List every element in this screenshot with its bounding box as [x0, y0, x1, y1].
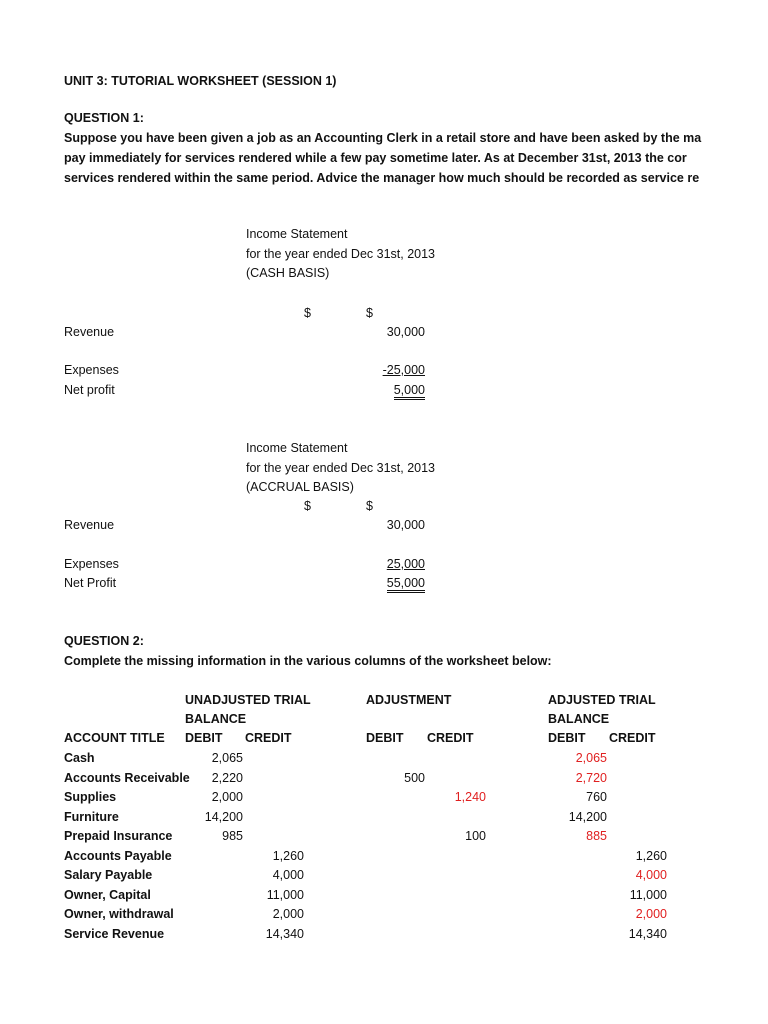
- account-title-cell: Cash: [64, 751, 95, 765]
- unadjusted-trial-balance-header: BALANCE: [185, 712, 247, 726]
- adjusted-debit-cell: 885: [586, 829, 607, 843]
- cash-currency-symbol: $: [304, 306, 311, 320]
- adjustment-credit-cell: 1,240: [454, 790, 486, 804]
- account-title-cell: Owner, withdrawal: [64, 907, 174, 921]
- adjustment-debit-header: DEBIT: [366, 731, 404, 745]
- adjusted-credit-cell: 1,260: [635, 849, 667, 863]
- question-2-instruction: Complete the missing information in the various columns of the worksheet below:: [64, 654, 552, 668]
- unadjusted-debit-cell: 14,200: [204, 810, 243, 824]
- unadjusted-credit-cell: 11,000: [266, 888, 304, 902]
- accrual-net-profit-label: Net Profit: [64, 576, 117, 590]
- cash-expenses-label: Expenses: [64, 363, 119, 377]
- adjusted-credit-cell: 11,000: [629, 888, 667, 902]
- accrual-expenses-value: 25,000: [386, 557, 425, 571]
- cash-statement-period: for the year ended Dec 31st, 2013: [246, 247, 436, 261]
- question-1-text-line: pay immediately for services rendered while a few pay sometime later. As at December 31st, 2013 the cor: [64, 151, 687, 165]
- unadjusted-debit-cell: 985: [222, 829, 243, 843]
- accrual-statement-basis: (ACCRUAL BASIS): [246, 480, 354, 494]
- cash-statement-title: Income Statement: [246, 227, 348, 241]
- adjusted-credit-header: CREDIT: [609, 731, 656, 745]
- cash-net-profit-label: Net profit: [64, 383, 115, 397]
- adjusted-debit-cell: 2,065: [575, 751, 607, 765]
- question-1-text-line: Suppose you have been given a job as an Accounting Clerk in a retail store and have been asked by the ma: [64, 131, 702, 145]
- account-title-cell: Supplies: [64, 790, 117, 804]
- adjustment-debit-cell: 500: [404, 771, 425, 785]
- adjusted-credit-cell: 2,000: [635, 907, 667, 921]
- account-title-cell: Owner, Capital: [64, 888, 151, 902]
- question-1-text-line: services rendered within the same period. Advice the manager how much should be recorded as service re: [64, 171, 700, 185]
- adjustment-credit-cell: 100: [465, 829, 486, 843]
- account-title-cell: Accounts Receivable: [64, 771, 190, 785]
- adjusted-debit-cell: 760: [586, 790, 607, 804]
- adjustment-header: ADJUSTMENT: [366, 693, 452, 707]
- unadjusted-credit-cell: 14,340: [265, 927, 304, 941]
- adjusted-credit-cell: 4,000: [635, 868, 667, 882]
- adjusted-credit-cell: 14,340: [628, 927, 667, 941]
- unadjusted-trial-balance-header: UNADJUSTED TRIAL: [185, 693, 311, 707]
- question-2-heading: QUESTION 2:: [64, 634, 144, 648]
- unadjusted-credit-header: CREDIT: [245, 731, 292, 745]
- account-title-cell: Prepaid Insurance: [64, 829, 173, 843]
- accrual-revenue-label: Revenue: [64, 518, 115, 532]
- cash-net-profit-value: 5,000: [394, 383, 425, 400]
- accrual-currency-symbol: $: [366, 499, 373, 513]
- account-title-cell: Furniture: [64, 810, 119, 824]
- adjustment-credit-header: CREDIT: [427, 731, 474, 745]
- unadjusted-credit-cell: 4,000: [272, 868, 304, 882]
- adjusted-trial-balance-header: BALANCE: [548, 712, 610, 726]
- accrual-statement-period: for the year ended Dec 31st, 2013: [246, 461, 436, 475]
- unadjusted-debit-header: DEBIT: [185, 731, 223, 745]
- cash-currency-symbol: $: [366, 306, 373, 320]
- accrual-revenue-value: 30,000: [386, 518, 425, 532]
- cash-revenue-label: Revenue: [64, 325, 115, 339]
- accrual-statement-title: Income Statement: [246, 441, 348, 455]
- accrual-expenses-label: Expenses: [64, 557, 119, 571]
- account-title-header: ACCOUNT TITLE: [64, 731, 165, 745]
- unadjusted-debit-cell: 2,000: [211, 790, 243, 804]
- page-title: UNIT 3: TUTORIAL WORKSHEET (SESSION 1): [64, 74, 337, 88]
- unadjusted-credit-cell: 1,260: [272, 849, 304, 863]
- cash-expenses-value: -25,000: [382, 363, 425, 377]
- adjusted-debit-header: DEBIT: [548, 731, 586, 745]
- accrual-currency-symbol: $: [304, 499, 311, 513]
- cash-revenue-value: 30,000: [386, 325, 425, 339]
- adjusted-debit-cell: 2,720: [575, 771, 607, 785]
- unadjusted-debit-cell: 2,065: [211, 751, 243, 765]
- question-1-heading: QUESTION 1:: [64, 111, 144, 125]
- unadjusted-credit-cell: 2,000: [272, 907, 304, 921]
- unadjusted-debit-cell: 2,220: [211, 771, 243, 785]
- account-title-cell: Service Revenue: [64, 927, 165, 941]
- adjusted-debit-cell: 14,200: [568, 810, 607, 824]
- accrual-net-profit-value: 55,000: [387, 576, 425, 593]
- adjusted-trial-balance-header: ADJUSTED TRIAL: [548, 693, 656, 707]
- cash-statement-basis: (CASH BASIS): [246, 266, 330, 280]
- account-title-cell: Salary Payable: [64, 868, 153, 882]
- account-title-cell: Accounts Payable: [64, 849, 172, 863]
